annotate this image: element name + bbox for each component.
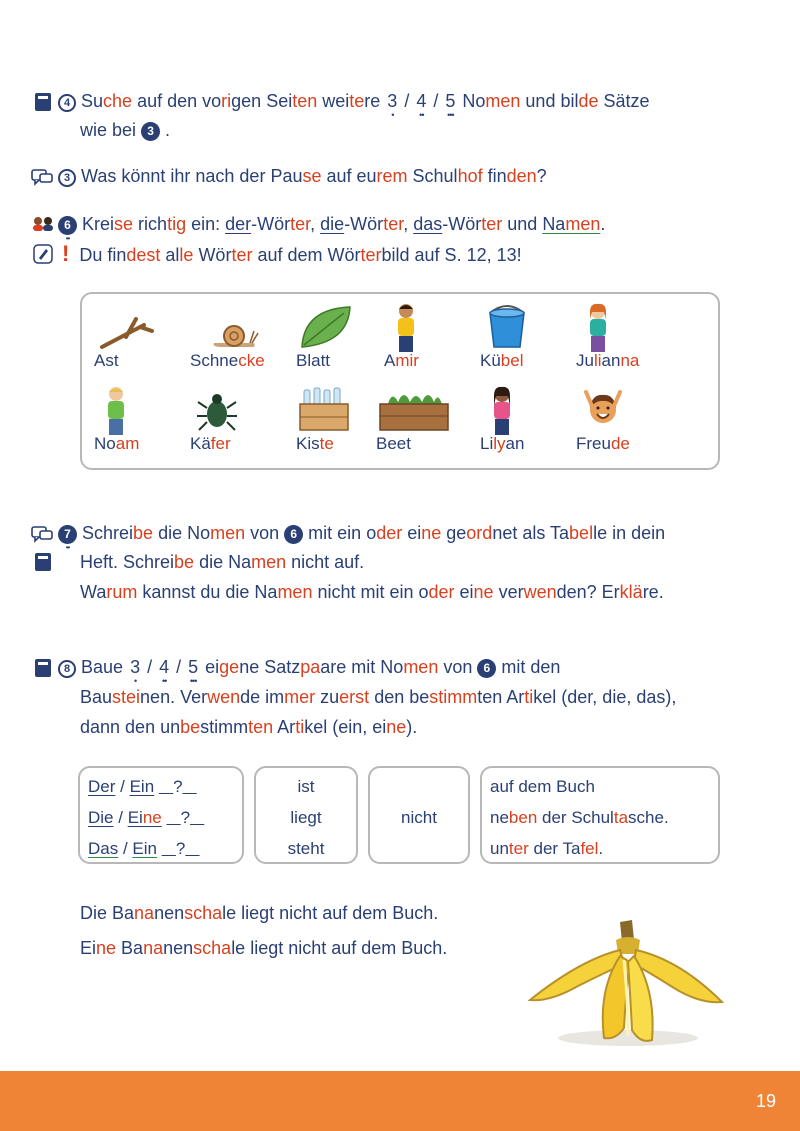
block-verbs: ist liegt steht [254, 766, 358, 864]
joy-child-icon [578, 386, 628, 436]
task-number: 4 [58, 94, 76, 112]
example-sentence-1: Die Bananenschale liegt nicht auf dem Buch. [80, 903, 439, 923]
speech-bubbles-icon [31, 524, 53, 544]
task7-line2: Heft. Schreibe die Namen nicht auf. [80, 552, 365, 572]
exclamation-mark: ! [62, 241, 70, 266]
word-box [80, 292, 720, 470]
partners-icon [31, 214, 55, 234]
task-number: 8 [58, 660, 76, 678]
task8-line2: Bausteinen. Verwende immer zuerst den bestimmten Artikel (der, die, das), [80, 687, 677, 707]
article-row: Das / Ein ? [88, 839, 186, 858]
bucket-icon [482, 303, 532, 353]
beetle-icon [192, 386, 242, 436]
task8-line3: dann den unbestimmten Artikel (ein, eine). [80, 717, 418, 737]
word-item: Käfer [190, 382, 290, 462]
level-2: 4 •• [416, 91, 427, 120]
block-articles [78, 766, 244, 864]
level-2: 4 •• [159, 657, 170, 686]
task4-line2: wie bei 3 . [80, 120, 171, 140]
girl-lilyan-icon [482, 386, 522, 438]
level-1: 3 • [130, 657, 141, 686]
notebook-icon [34, 658, 52, 678]
task4-line1: 4 Suche auf den vorigen Seiten weitere 3 • / 4 •• / 5 ••• Nomen und bilde Sätze [58, 90, 650, 112]
speech-bubbles-icon [31, 167, 53, 187]
crate-icon [298, 386, 352, 436]
word-item: Ast [94, 299, 194, 379]
task-reference: 6 [284, 525, 303, 544]
word-item: Kübel [480, 299, 580, 379]
task6-line: 6 •• Kreise richtig ein: der-Wörter, die-Wörter, das-Wörter und Namen. [58, 213, 605, 235]
garden-bed-icon [378, 386, 450, 436]
task8-line1: 8 Baue 3 • / 4 •• / 5 ••• eigene Satzpaare mit Nomen von 6 mit den [58, 656, 560, 678]
branch-icon [96, 303, 156, 353]
word-item: Noam [94, 382, 194, 462]
pencil-icon [33, 244, 53, 264]
task-number: 3 [58, 169, 76, 187]
task6-hint: ! Du findest alle Wörter auf dem Wörterbild auf S. 12, 13! [62, 241, 522, 266]
girl-julianna-icon [578, 303, 618, 355]
banana-peel-illustration [520, 910, 730, 1055]
leaf-icon [298, 303, 358, 353]
word-item: Blatt [296, 299, 396, 379]
article-row: Die / Eine ? [88, 808, 191, 827]
example-sentence-2: Eine Bananenschale liegt nicht auf dem Buch. [80, 938, 448, 958]
task-number: 6 [58, 216, 77, 235]
level-3: 5 ••• [188, 657, 199, 686]
level-1: 3 • [387, 91, 398, 120]
word-item: Kiste [296, 382, 396, 462]
word-item: Beet [376, 382, 476, 462]
task7-line3: Warum kannst du die Namen nicht mit ein oder eine verwenden? Erkläre. [80, 582, 664, 602]
task-reference: 6 [477, 659, 496, 678]
word-item: Schnecke [190, 299, 290, 379]
boy-amir-icon [386, 303, 426, 355]
block-places: auf dem Buch neben der Schultasche. unter der Tafel. [480, 766, 720, 864]
task-number: 7 [58, 525, 77, 544]
task3-line: 3 Was könnt ihr nach der Pause auf eurem Schulhof finden? [58, 165, 547, 187]
level-3: 5 ••• [445, 91, 456, 120]
page-number: 19 [755, 1091, 776, 1111]
word-item: Julianna [576, 299, 676, 379]
snail-icon [192, 303, 262, 353]
word-item: Lilyan [480, 382, 580, 462]
notebook-icon [34, 552, 52, 572]
page-footer [0, 1071, 800, 1131]
article-row: Der / Ein ? [88, 777, 183, 796]
task7-line1: 7 •• Schreibe die Nomen von 6 mit ein oder eine geordnet als Tabelle in dein [58, 522, 665, 544]
word-item: Freude [576, 382, 676, 462]
task-reference: 3 [141, 122, 160, 141]
boy-noam-icon [96, 386, 136, 438]
notebook-icon [34, 92, 52, 112]
word-item: Amir [384, 299, 484, 379]
block-negation: nicht [368, 766, 470, 864]
